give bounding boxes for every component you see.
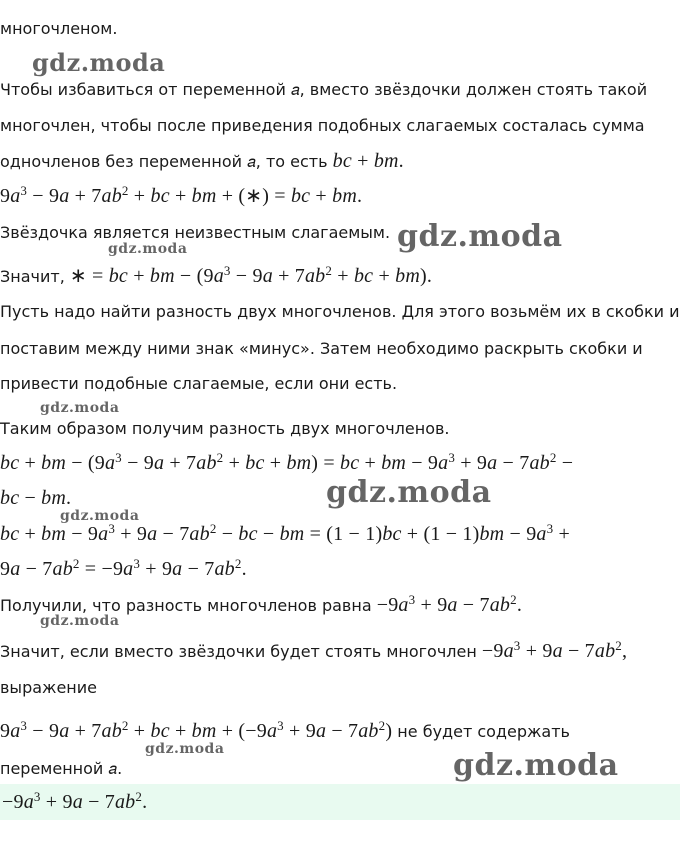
math-formula: ∗ = bc + bm − ($9a^3 - 9a + 7ab^2$ + bc + bm).	[69, 262, 433, 287]
watermark-logo: gdz.moda	[453, 748, 619, 783]
text-line	[0, 79, 647, 101]
text-fragment: многочлен, чтобы после приведения подобных слагаемых состалась сумма	[0, 116, 645, 135]
equation-line	[0, 449, 574, 475]
text-line	[0, 338, 643, 360]
text-fragment: Значит,	[0, 267, 70, 286]
text-line	[0, 418, 450, 440]
watermark-logo: gdz.moda	[60, 508, 140, 524]
text-fragment: Значит, если вместо звёздочки будет стоять многочлен	[0, 642, 482, 661]
math-formula: bc + bm.	[332, 150, 404, 172]
text-fragment: выражение	[0, 678, 97, 697]
watermark-logo: gdz.moda	[108, 241, 188, 257]
text-fragment: Звёздочка является неизвестным слагаемым.	[0, 223, 391, 242]
text-fragment: Пусть надо найти разность двух многочленов. Для этого возьмём их в скобки и	[0, 302, 680, 321]
watermark-logo: gdz.moda	[326, 475, 492, 510]
watermark-logo: gdz.moda	[40, 613, 120, 629]
watermark-logo: gdz.moda	[397, 219, 563, 254]
text-line	[0, 150, 404, 173]
text-line	[0, 301, 680, 323]
watermark-logo: gdz.moda	[40, 400, 120, 416]
text-line	[0, 373, 397, 395]
math-formula: $9a^3 - 9a + 7ab^2$ + bc + bm + (∗) = bc + bm.	[0, 182, 363, 207]
text-line	[0, 222, 390, 244]
text-line	[0, 637, 628, 663]
answer-formula: $-9a^3 + 9a - 7ab^2$.	[2, 788, 148, 813]
math-formula: $9a^3 - 9a + 7ab^2$ + bc + bm + $(-9a^3 + 9a - 7ab^2)$	[0, 717, 393, 742]
text-line	[0, 677, 97, 699]
text-fragment: Таким образом получим разность двух многочленов.	[0, 419, 450, 438]
text-fragment: привести подобные слагаемые, если они есть.	[0, 374, 398, 393]
text-fragment: переменной 𝑎.	[0, 759, 123, 778]
math-formula: $-9a^3 + 9a - 7ab^2$,	[481, 637, 628, 662]
math-formula: $-9a^3 + 9a - 7ab^2$.	[376, 591, 523, 616]
text-line	[0, 262, 433, 288]
equation-line	[0, 182, 363, 208]
text-fragment: Получили, что разность многочленов равна	[0, 596, 377, 615]
math-formula: bc + bm − $9a^3 + 9a - 7ab^2$ − bc − bm = $(1 - 1)bc + (1 - 1)bm - 9a^3$ +	[0, 520, 571, 545]
equation-line	[0, 520, 571, 546]
watermark-logo: gdz.moda	[32, 48, 166, 77]
text-line	[0, 115, 645, 137]
text-line	[0, 717, 570, 743]
text-line	[0, 758, 122, 780]
watermark-logo: gdz.moda	[145, 741, 225, 757]
text-fragment: одночленов без переменной 𝑎, то есть	[0, 152, 333, 171]
text-fragment: поставим между ними знак «минус». Затем необходимо раскрыть скобки и	[0, 339, 643, 358]
text-fragment: Чтобы избавиться от переменной 𝑎, вместо звёздочки должен стоять такой	[0, 80, 648, 99]
text-fragment: многочленом.	[0, 19, 118, 38]
answer-box	[0, 784, 680, 820]
math-formula: $9a - 7ab^2 = -9a^3 + 9a - 7ab^2$.	[0, 555, 247, 580]
equation-line	[0, 555, 247, 581]
text-line	[0, 18, 117, 40]
math-formula: bc + bm − ($9a^3 - 9a + 7ab^2$ + bc + bm) = bc + bm − $9a^3 + 9a - 7ab^2$ −	[0, 449, 574, 474]
equation-line	[0, 487, 71, 510]
text-fragment: не будет содержать	[392, 722, 570, 741]
math-formula: bc − bm.	[0, 487, 72, 509]
